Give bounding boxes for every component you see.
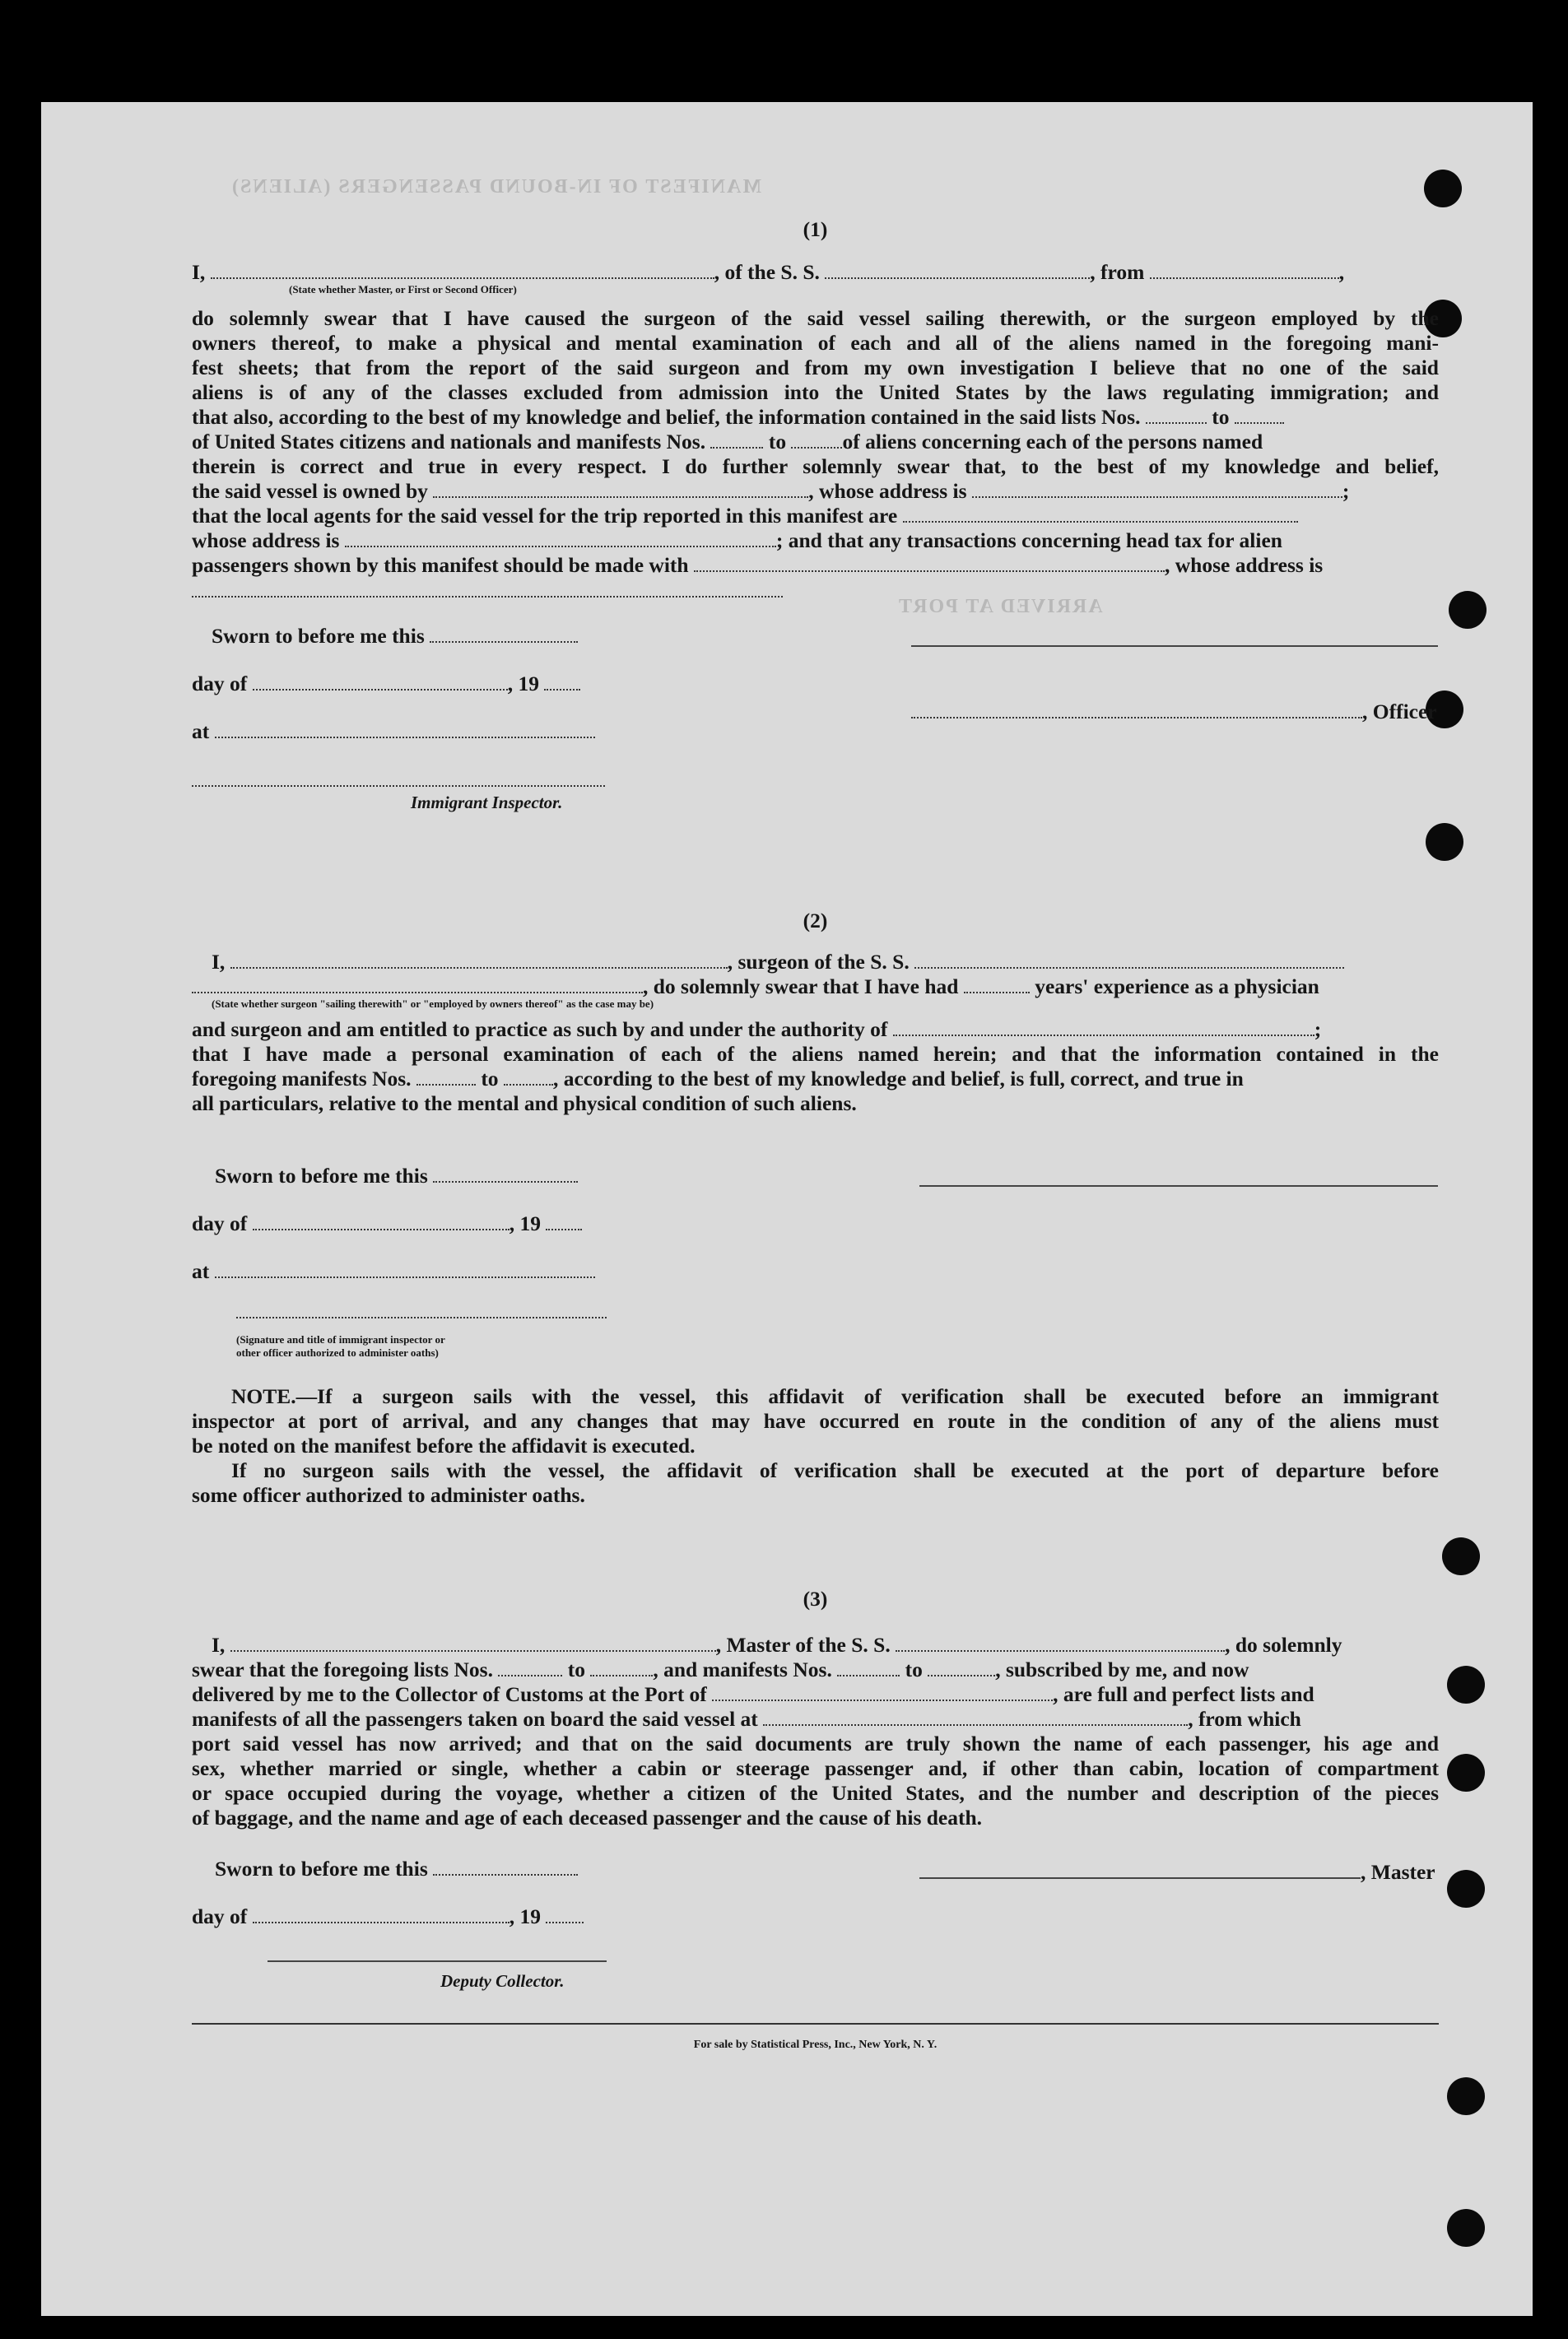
blank-authority[interactable] (893, 1018, 1314, 1036)
bleed-through-text: MANIFEST OF IN-BOUND PASSENGERS (ALIENS) (230, 176, 761, 198)
deputy-collector-label: Deputy Collector. (440, 1971, 565, 1991)
text: years' experience as a physician (1035, 974, 1319, 998)
text: Sworn to before me this (215, 1857, 428, 1881)
blank-officer[interactable] (211, 261, 714, 279)
text: delivered by me to the Collector of Customs at the Port of (192, 1682, 707, 1706)
blank-sworn-date[interactable] (433, 1858, 578, 1876)
text: that the local agents for the said vessel for the trip reported in this manifest are (192, 504, 898, 528)
blank-inspector-signature[interactable] (192, 785, 605, 787)
section-3-para-line: sex, whether married or single, whether a cabin or steerage passenger and, if other than cabin, location of compartment (192, 1756, 1439, 1780)
immigrant-inspector-label: Immigrant Inspector. (411, 793, 563, 812)
section-2-at (192, 1259, 1439, 1284)
section-1-para-line: aliens is of any of the classes excluded from admission into the United States by the laws regulating immigration; and (192, 380, 1439, 404)
text: the said vessel is owned by (192, 479, 428, 503)
master-signature-line[interactable] (919, 1861, 1361, 1879)
blank-manifest-to[interactable] (791, 430, 842, 449)
deputy-collector-signature-line[interactable] (268, 1960, 607, 1962)
text: , from which (1188, 1707, 1301, 1731)
section-3-para-line: port said vessel has now arrived; and that on the said documents are truly shown the name of each passenger, his age and (192, 1732, 1439, 1755)
blank-from[interactable] (1150, 261, 1339, 279)
text: , according to the best of my knowledge and belief, is full, correct, and true in (552, 1067, 1244, 1090)
text: , from (1090, 260, 1145, 284)
blank-vessel[interactable] (825, 261, 1090, 279)
text: day of (192, 672, 248, 695)
blank-manifest-from[interactable] (416, 1067, 476, 1086)
text: to (567, 1658, 585, 1681)
text: at (192, 1259, 210, 1283)
section-3-line-1 (212, 1633, 1459, 1658)
text: that also, according to the best of my knowledge and belief, the information contained in the said lists Nos. (192, 405, 1141, 429)
text: to (481, 1067, 499, 1090)
text: of aliens concerning each of the persons named (842, 430, 1263, 453)
blank-port[interactable] (712, 1683, 1053, 1701)
text: , subscribed by me, and now (995, 1658, 1249, 1681)
text: to (768, 430, 787, 453)
note-line: be noted on the manifest before the affidavit is executed. (192, 1434, 696, 1458)
text: , do solemnly swear that I have had (643, 974, 959, 998)
blank-years[interactable] (964, 975, 1030, 993)
text: , 19 (509, 1904, 541, 1928)
text: foregoing manifests Nos. (192, 1067, 412, 1090)
section-2-para-line: that I have made a personal examination of each of the aliens named herein; and that the information contained in the (192, 1042, 1439, 1066)
section-3-dayof (192, 1904, 1439, 1929)
blank-officer-signature[interactable] (911, 700, 1362, 718)
blank-headtax[interactable] (694, 554, 1165, 572)
section-1-para-line: fest sheets; that from the report of the said surgeon and from my own investigation I believe that no one of the said (192, 356, 1439, 379)
section-2-line-5 (192, 1067, 1439, 1091)
punch-hole (1426, 823, 1463, 861)
blank-day[interactable] (253, 672, 508, 691)
section-3-para-line: of baggage, and the name and age of each deceased passenger and the cause of his death. (192, 1806, 983, 1830)
sig-note-1: (Signature and title of immigrant inspector or (236, 1333, 445, 1346)
section-1-dayof (192, 672, 1439, 696)
section-3-line-2 (192, 1658, 1439, 1682)
blank-manifest-to[interactable] (928, 1658, 995, 1676)
punch-hole (1447, 1666, 1485, 1704)
punch-hole (1447, 2209, 1485, 2247)
blank-owner-address[interactable] (972, 480, 1342, 498)
text: , whose address is (1164, 553, 1324, 577)
blank-day[interactable] (253, 1905, 509, 1923)
text: , do solemnly (1225, 1633, 1342, 1657)
text: , of the S. S. (714, 260, 820, 284)
text: I, (212, 950, 226, 974)
section-1-para-line: therein is correct and true in every respect. I do further solemnly swear that, to the best of my knowledge and belief, (192, 454, 1439, 478)
section-3-line-4 (192, 1707, 1439, 1732)
blank-surgeon[interactable] (230, 951, 728, 969)
section-1-line-1: I, , of the S. S. , from , (192, 260, 1345, 284)
text: , whose address is (808, 479, 967, 503)
blank-vessel[interactable] (914, 951, 1344, 969)
text: , Officer (1362, 700, 1437, 723)
punch-hole (1442, 1537, 1480, 1575)
blank-list-from[interactable] (1146, 406, 1207, 424)
section-1-owner-line (192, 479, 1439, 504)
text: , are full and perfect lists and (1053, 1682, 1314, 1706)
blank-place[interactable] (215, 720, 595, 738)
text: of United States citizens and nationals and manifests Nos. (192, 430, 706, 453)
blank-manifest-from[interactable] (837, 1658, 900, 1676)
text: I, (192, 260, 206, 284)
text: to (1212, 405, 1230, 429)
text: , surgeon of the S. S. (727, 950, 910, 974)
blank-surgeon-status[interactable] (192, 975, 643, 993)
text: swear that the foregoing lists Nos. (192, 1658, 493, 1681)
section-3-line-3 (192, 1682, 1439, 1707)
footer-imprint: For sale by Statistical Press, Inc., New York, N. Y. (693, 2039, 938, 2051)
blank-headtax-address[interactable] (192, 596, 783, 598)
surgeon-note: (State whether surgeon "sailing therewith" or "employed by owners thereof" as the case may be) (212, 997, 654, 1010)
section-1-para-line: owners thereof, to make a physical and mental examination of each and all of the aliens named in the foregoing mani- (192, 331, 1439, 355)
section-1-number: (1) (803, 217, 828, 241)
text: to (905, 1658, 923, 1681)
text: and surgeon and am entitled to practice as such by and under the authority of (192, 1017, 888, 1041)
text: I, (212, 1633, 226, 1657)
text: day of (192, 1211, 248, 1235)
text: ; (1342, 479, 1350, 503)
text: Sworn to before me this (215, 1164, 428, 1188)
punch-hole (1447, 2077, 1485, 2115)
text: at (192, 719, 210, 743)
footer-divider (192, 2023, 1439, 2025)
text: Sworn to before me this (212, 624, 425, 648)
blank-sworn-date[interactable] (433, 1165, 578, 1183)
section-2-line-2 (192, 974, 1439, 999)
blank-vessel[interactable] (896, 1634, 1225, 1652)
text: ; (1314, 1017, 1322, 1041)
section-1-manifests-line (192, 430, 1439, 454)
sig-note-2: other officer authorized to administer oaths) (236, 1346, 439, 1359)
blank-agent-address[interactable] (345, 529, 776, 547)
blank-year[interactable] (546, 1905, 584, 1923)
section-3-para-line: or space occupied during the voyage, whether a citizen of the United States, and the number and description of the pieces (192, 1781, 1439, 1805)
bleed-through-text: ARRIVED AT PORT (897, 596, 1103, 617)
punch-hole (1447, 1754, 1485, 1792)
text: manifests of all the passengers taken on board the said vessel at (192, 1707, 758, 1731)
text: , Master of the S. S. (715, 1633, 891, 1657)
blank-year[interactable] (546, 1212, 582, 1230)
section-1-agents-line (192, 504, 1439, 528)
text: , Master (1361, 1860, 1435, 1884)
officer-note: (State whether Master, or First or Second Officer) (289, 283, 517, 295)
blank-list-to[interactable] (1235, 406, 1284, 424)
blank-embark-port[interactable] (763, 1708, 1188, 1726)
blank-inspector-signature[interactable] (236, 1317, 607, 1318)
text: , and manifests Nos. (653, 1658, 832, 1681)
text: day of (192, 1904, 248, 1928)
blank-master[interactable] (230, 1634, 716, 1652)
section-2-line-1 (212, 950, 1459, 974)
section-1-at (192, 719, 1439, 744)
section-2-para-line: all particulars, relative to the mental and physical condition of such aliens. (192, 1091, 857, 1115)
blank-manifest-to[interactable] (504, 1067, 553, 1086)
blank-list-to[interactable] (590, 1658, 653, 1676)
section-2-number: (2) (803, 909, 828, 932)
section-1-headtax-line (192, 553, 1439, 578)
blank-sworn-date[interactable] (430, 625, 578, 643)
section-2-line-3 (192, 1017, 1439, 1042)
blank-manifest-from[interactable] (710, 430, 763, 449)
section-1-lists-line (192, 405, 1439, 430)
section-1-agent-address-line (192, 528, 1439, 553)
note-line: inspector at port of arrival, and any changes that may have occurred en route in the condition of any of the aliens must (192, 1409, 1439, 1433)
blank-place[interactable] (215, 1260, 595, 1278)
blank-owner[interactable] (433, 480, 808, 498)
form-page (41, 102, 1533, 2316)
blank-agents[interactable] (903, 505, 1298, 523)
section-2-dayof (192, 1211, 1439, 1236)
master-signature-row (919, 1860, 1439, 1885)
surgeon-signature-line[interactable] (919, 1185, 1438, 1187)
text: whose address is (192, 528, 340, 552)
section-3-number: (3) (803, 1587, 828, 1611)
note-line: NOTE.—If a surgeon sails with the vessel, this affidavit of verification shall be executed before an immigrant (231, 1384, 1439, 1408)
text: , 19 (507, 672, 539, 695)
section-1-para-line: do solemnly swear that I have caused the surgeon of the said vessel sailing therewith, or the surgeon employed by the (192, 306, 1439, 330)
signature-line[interactable] (911, 645, 1438, 647)
blank-day[interactable] (253, 1212, 509, 1230)
note-line: If no surgeon sails with the vessel, the affidavit of verification shall be executed at the port of departure before (231, 1458, 1439, 1482)
text: , 19 (509, 1211, 541, 1235)
punch-hole (1424, 170, 1462, 207)
text: ; and that any transactions concerning head tax for alien (775, 528, 1282, 552)
blank-year[interactable] (544, 672, 580, 691)
blank-list-from[interactable] (498, 1658, 562, 1676)
text: passengers shown by this manifest should be made with (192, 553, 689, 577)
note-line: some officer authorized to administer oaths. (192, 1483, 585, 1507)
